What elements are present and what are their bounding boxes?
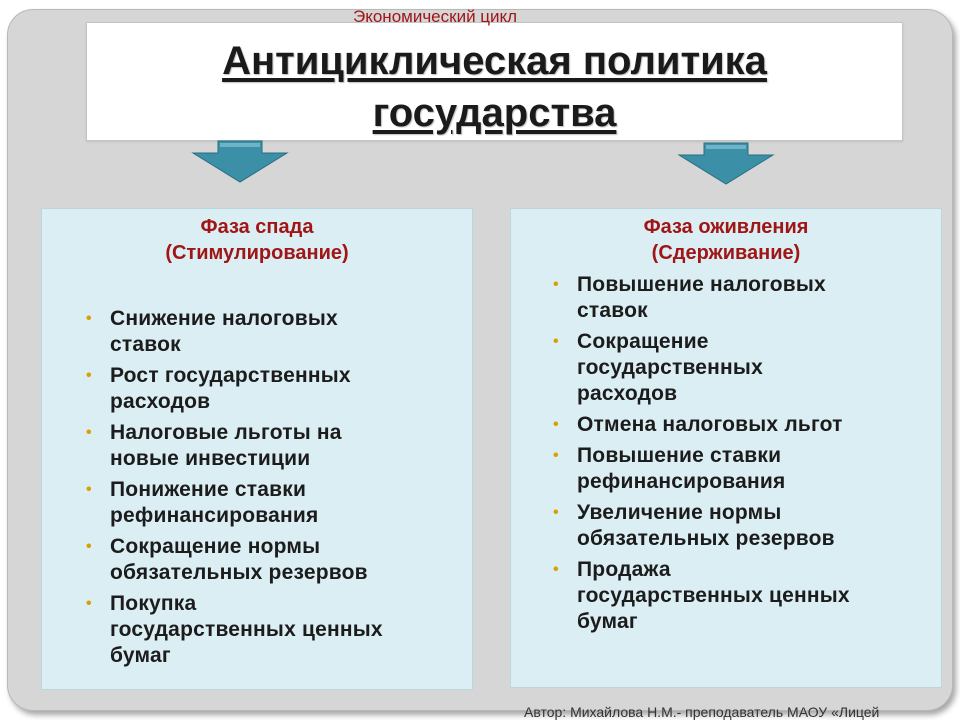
bullet-icon: •: [553, 447, 559, 464]
down-arrow-icon: [676, 141, 776, 187]
title-box: [86, 22, 903, 141]
recession-phase-panel: [41, 208, 473, 690]
measures-list: [511, 272, 941, 635]
list-item: • Снижение налоговых ставок: [86, 307, 338, 356]
bullet-icon: •: [86, 310, 92, 327]
list-item: • Сокращение государственных расходов: [553, 330, 763, 405]
list-item: • Повышение ставки рефинансирования: [553, 444, 786, 493]
bullet-icon: •: [86, 538, 92, 555]
recovery-phase-panel: [510, 208, 942, 688]
panel-heading: Фаза оживления (Сдерживание): [643, 216, 809, 264]
bullet-icon: •: [86, 481, 92, 498]
list-item: • Увеличение нормы обязательных резервов: [553, 501, 835, 550]
bullet-icon: •: [86, 595, 92, 612]
list-item: • Покупка государственных ценных бумаг: [86, 592, 383, 667]
bullet-icon: •: [553, 416, 559, 433]
list-item: • Продажа государственных ценных бумаг: [553, 558, 850, 633]
list-item: • Повышение налоговых ставок: [553, 273, 826, 322]
bullet-icon: •: [553, 561, 559, 578]
bullet-icon: •: [86, 367, 92, 384]
list-item: • Налоговые льготы на новые инвестиции: [86, 421, 342, 470]
list-item: • Сокращение нормы обязательных резервов: [86, 535, 368, 584]
bullet-icon: •: [553, 333, 559, 350]
list-item: • Отмена налоговых льгот: [553, 413, 843, 436]
list-item: • Рост государственных расходов: [86, 364, 351, 413]
list-item: • Понижение ставки рефинансирования: [86, 478, 319, 527]
author-footer: Автор: Михайлова Н.М.- преподаватель МАОУ «Лицей: [524, 704, 880, 720]
down-arrow-icon: [190, 139, 290, 185]
bullet-icon: •: [553, 504, 559, 521]
bullet-icon: •: [86, 424, 92, 441]
bullet-icon: •: [553, 276, 559, 293]
measures-list: [42, 306, 472, 669]
page-title: Антициклическая политика государства: [222, 39, 767, 135]
panel-heading: Фаза спада (Стимулирование): [165, 216, 349, 264]
supertitle: Экономический цикл: [353, 7, 518, 26]
